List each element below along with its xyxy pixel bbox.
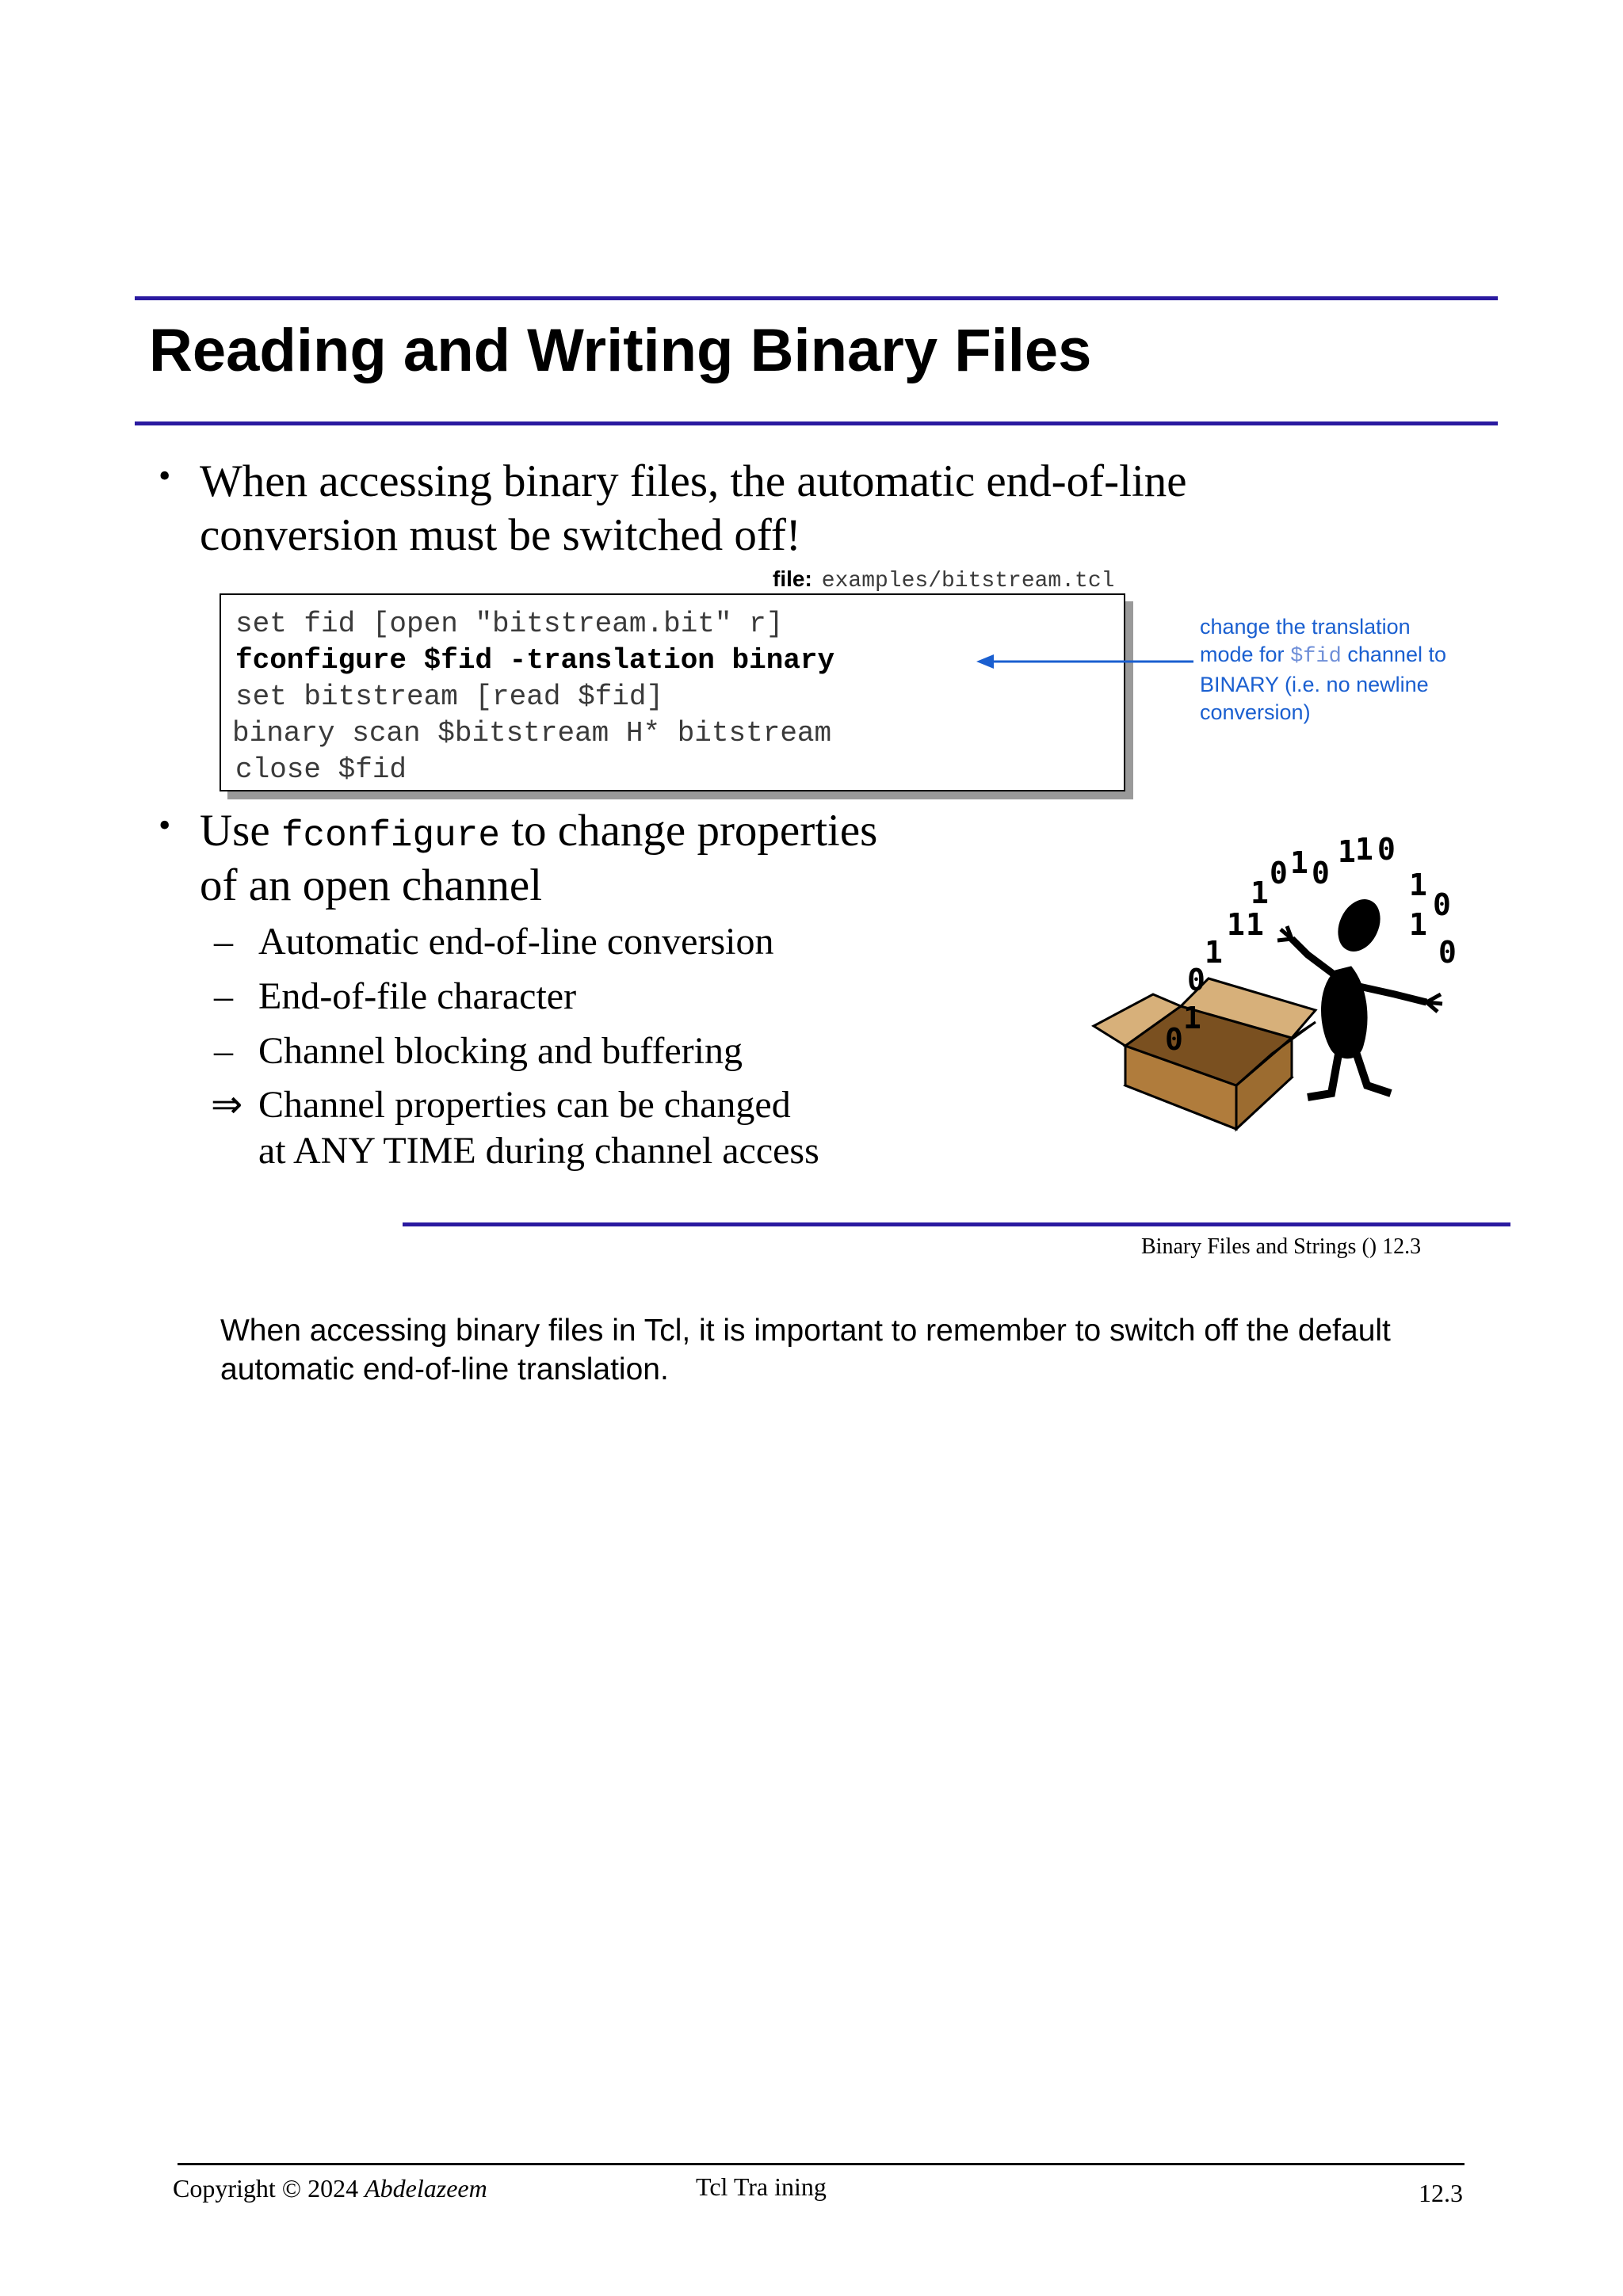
page-footer-rule <box>178 2163 1465 2165</box>
slide-footer: Binary Files and Strings () 12.3 <box>1141 1234 1422 1259</box>
note-line1: change the translation <box>1200 615 1411 639</box>
copyright <box>173 2174 487 2203</box>
sub-dash: – <box>214 921 233 963</box>
sub-item: Automatic end-of-line conversion <box>258 921 774 963</box>
code-line: binary scan $bitstream H* bitstream <box>232 717 832 749</box>
file-path: examples/bitstream.tcl <box>821 569 1115 593</box>
bit-digit: 1 <box>1409 868 1427 902</box>
note-var: $fid <box>1290 645 1342 669</box>
code-box <box>220 593 1125 791</box>
bullet1-line1: When accessing binary files, the automatic end-of-line <box>200 456 1187 506</box>
top-rule <box>135 296 1498 300</box>
bullet-dot: • <box>158 806 171 845</box>
bullet1-line2: conversion must be switched off! <box>200 510 801 560</box>
code-line-highlighted: fconfigure $fid -translation binary <box>235 644 835 677</box>
bit-digit: 1 <box>1290 845 1308 880</box>
speaker-notes: When accessing binary files in Tcl, it is important to remember to switch off the default automatic end-of-line translation. <box>220 1314 1391 1386</box>
code-line: set bitstream [read $fid] <box>235 681 664 713</box>
bit-digit: 0 <box>1270 856 1288 891</box>
bit-digit: 1 <box>1355 832 1373 867</box>
bit-digit: 0 <box>1165 1022 1183 1057</box>
note-line3: BINARY (i.e. no newline <box>1200 673 1429 696</box>
bit-digit: 1 <box>1338 834 1356 869</box>
bit-digit: 0 <box>1187 963 1205 997</box>
bit-digit: 1 <box>1246 907 1264 942</box>
translation-note <box>1200 613 1485 727</box>
bullet-dot: • <box>158 456 171 495</box>
file-label-row <box>773 566 1114 593</box>
sub-item: End-of-file character <box>258 975 577 1017</box>
page-number: 12.3 <box>1419 2179 1463 2207</box>
course-name: Tcl Tra ining <box>696 2172 827 2201</box>
file-label: file: <box>773 566 812 591</box>
bullet2-line2: of an open channel <box>200 860 543 910</box>
bit-digit: 0 <box>1433 887 1451 922</box>
bullet2-line1 <box>200 804 877 863</box>
note-mode-for: mode for <box>1200 643 1291 666</box>
bullet2-rest: to change properties <box>499 806 878 856</box>
bit-digit: 1 <box>1205 935 1223 970</box>
implication-line2: at ANY TIME during channel access <box>258 1130 819 1172</box>
code-line: set fid [open "bitstream.bit" r] <box>235 608 784 640</box>
note-line2 <box>1200 641 1485 671</box>
cardboard-box-icon <box>1094 978 1316 1129</box>
implication-line1: Channel properties can be changed <box>258 1084 791 1126</box>
bit-digit: 0 <box>1312 856 1330 891</box>
binary-juggler-illustration <box>1078 824 1506 1141</box>
implies-icon: ⇒ <box>211 1084 243 1126</box>
sub-dash: – <box>214 975 233 1017</box>
sub-dash: – <box>214 1030 233 1072</box>
note-channel-to: channel to <box>1341 643 1446 666</box>
bit-digit: 1 <box>1227 907 1245 942</box>
slide-title: Reading and Writing Binary Files <box>149 317 1092 384</box>
code-line: close $fid <box>235 753 407 786</box>
sub-item: Channel blocking and buffering <box>258 1030 743 1072</box>
bit-digit: 1 <box>1409 907 1427 942</box>
bit-digit: 1 <box>1183 1001 1201 1035</box>
bullet2-use: Use <box>200 806 281 856</box>
copyright-prefix: Copyright © 2024 <box>173 2174 365 2203</box>
note-line4: conversion) <box>1200 700 1311 724</box>
title-underline <box>135 421 1498 425</box>
annotation-arrow <box>973 650 1195 673</box>
bullet2-command: fconfigure <box>281 815 500 856</box>
bit-digit: 1 <box>1251 875 1269 910</box>
slide-bottom-rule <box>403 1222 1510 1226</box>
bit-digit: 0 <box>1377 832 1396 867</box>
bit-digit: 0 <box>1438 935 1457 970</box>
author: Abdelazeem <box>365 2174 487 2203</box>
